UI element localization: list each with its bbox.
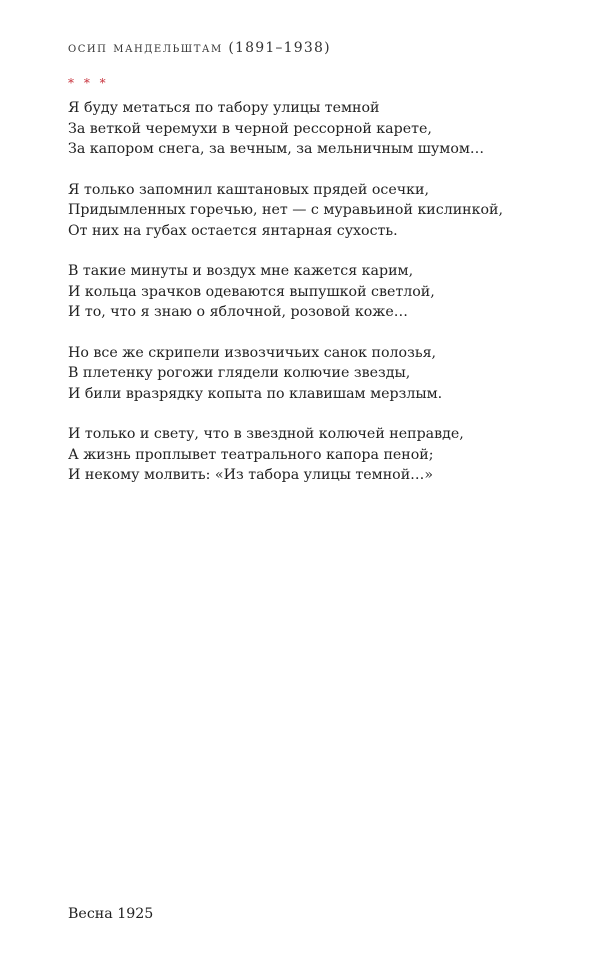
- poem-line: От них на губах остается янтарная сухость.: [68, 222, 398, 239]
- author-heading: [68, 40, 331, 56]
- poem-line: Я только запомнил каштановых прядей осечки,: [68, 181, 429, 198]
- poem-line: В плетенку рогожи глядели колючие звезды,: [68, 365, 411, 381]
- poem-line: За капором снега, за вечным, за мельничным шумом…: [68, 141, 485, 157]
- poem-line: В такие минуты и воздух мне кажется карим,: [68, 263, 414, 279]
- poem-date: Весна 1925: [68, 906, 154, 922]
- poem-separator: * * *: [68, 76, 109, 90]
- poem-line: И только и свету, что в звездной колючей неправде,: [68, 426, 464, 442]
- poem-line: За веткой черемухи в черной рессорной карете,: [68, 120, 432, 137]
- poem-body: [68, 98, 568, 506]
- poem-line: И кольца зрачков одеваются выпушкой светлой,: [68, 283, 435, 300]
- stanza-4: [68, 343, 568, 405]
- stanza-3: [68, 261, 568, 323]
- poem-line: И то, что я знаю о яблочной, розовой коже…: [68, 304, 408, 320]
- poem-line: И били вразрядку копыта по клавишам мерзлым.: [68, 385, 443, 402]
- poem-line: Но все же скрипели извозчичьих санок полозья,: [68, 344, 437, 361]
- poem-line: И некому молвить: «Из табора улицы темной…»: [68, 467, 434, 483]
- poem-line: Я буду метаться по табору улицы темной: [68, 100, 380, 116]
- author-name: осип мандельштам: [68, 40, 223, 56]
- poem-line: Придымленных горечью, нет — с муравьиной кислинкой,: [68, 202, 504, 218]
- stanza-2: [68, 180, 568, 242]
- stanza-5: [68, 424, 568, 486]
- poem-page: [68, 0, 568, 970]
- author-years: (1891–1938): [228, 40, 331, 56]
- stanza-1: [68, 98, 568, 160]
- poem-line: А жизнь проплывет театрального капора пеной;: [68, 446, 434, 463]
